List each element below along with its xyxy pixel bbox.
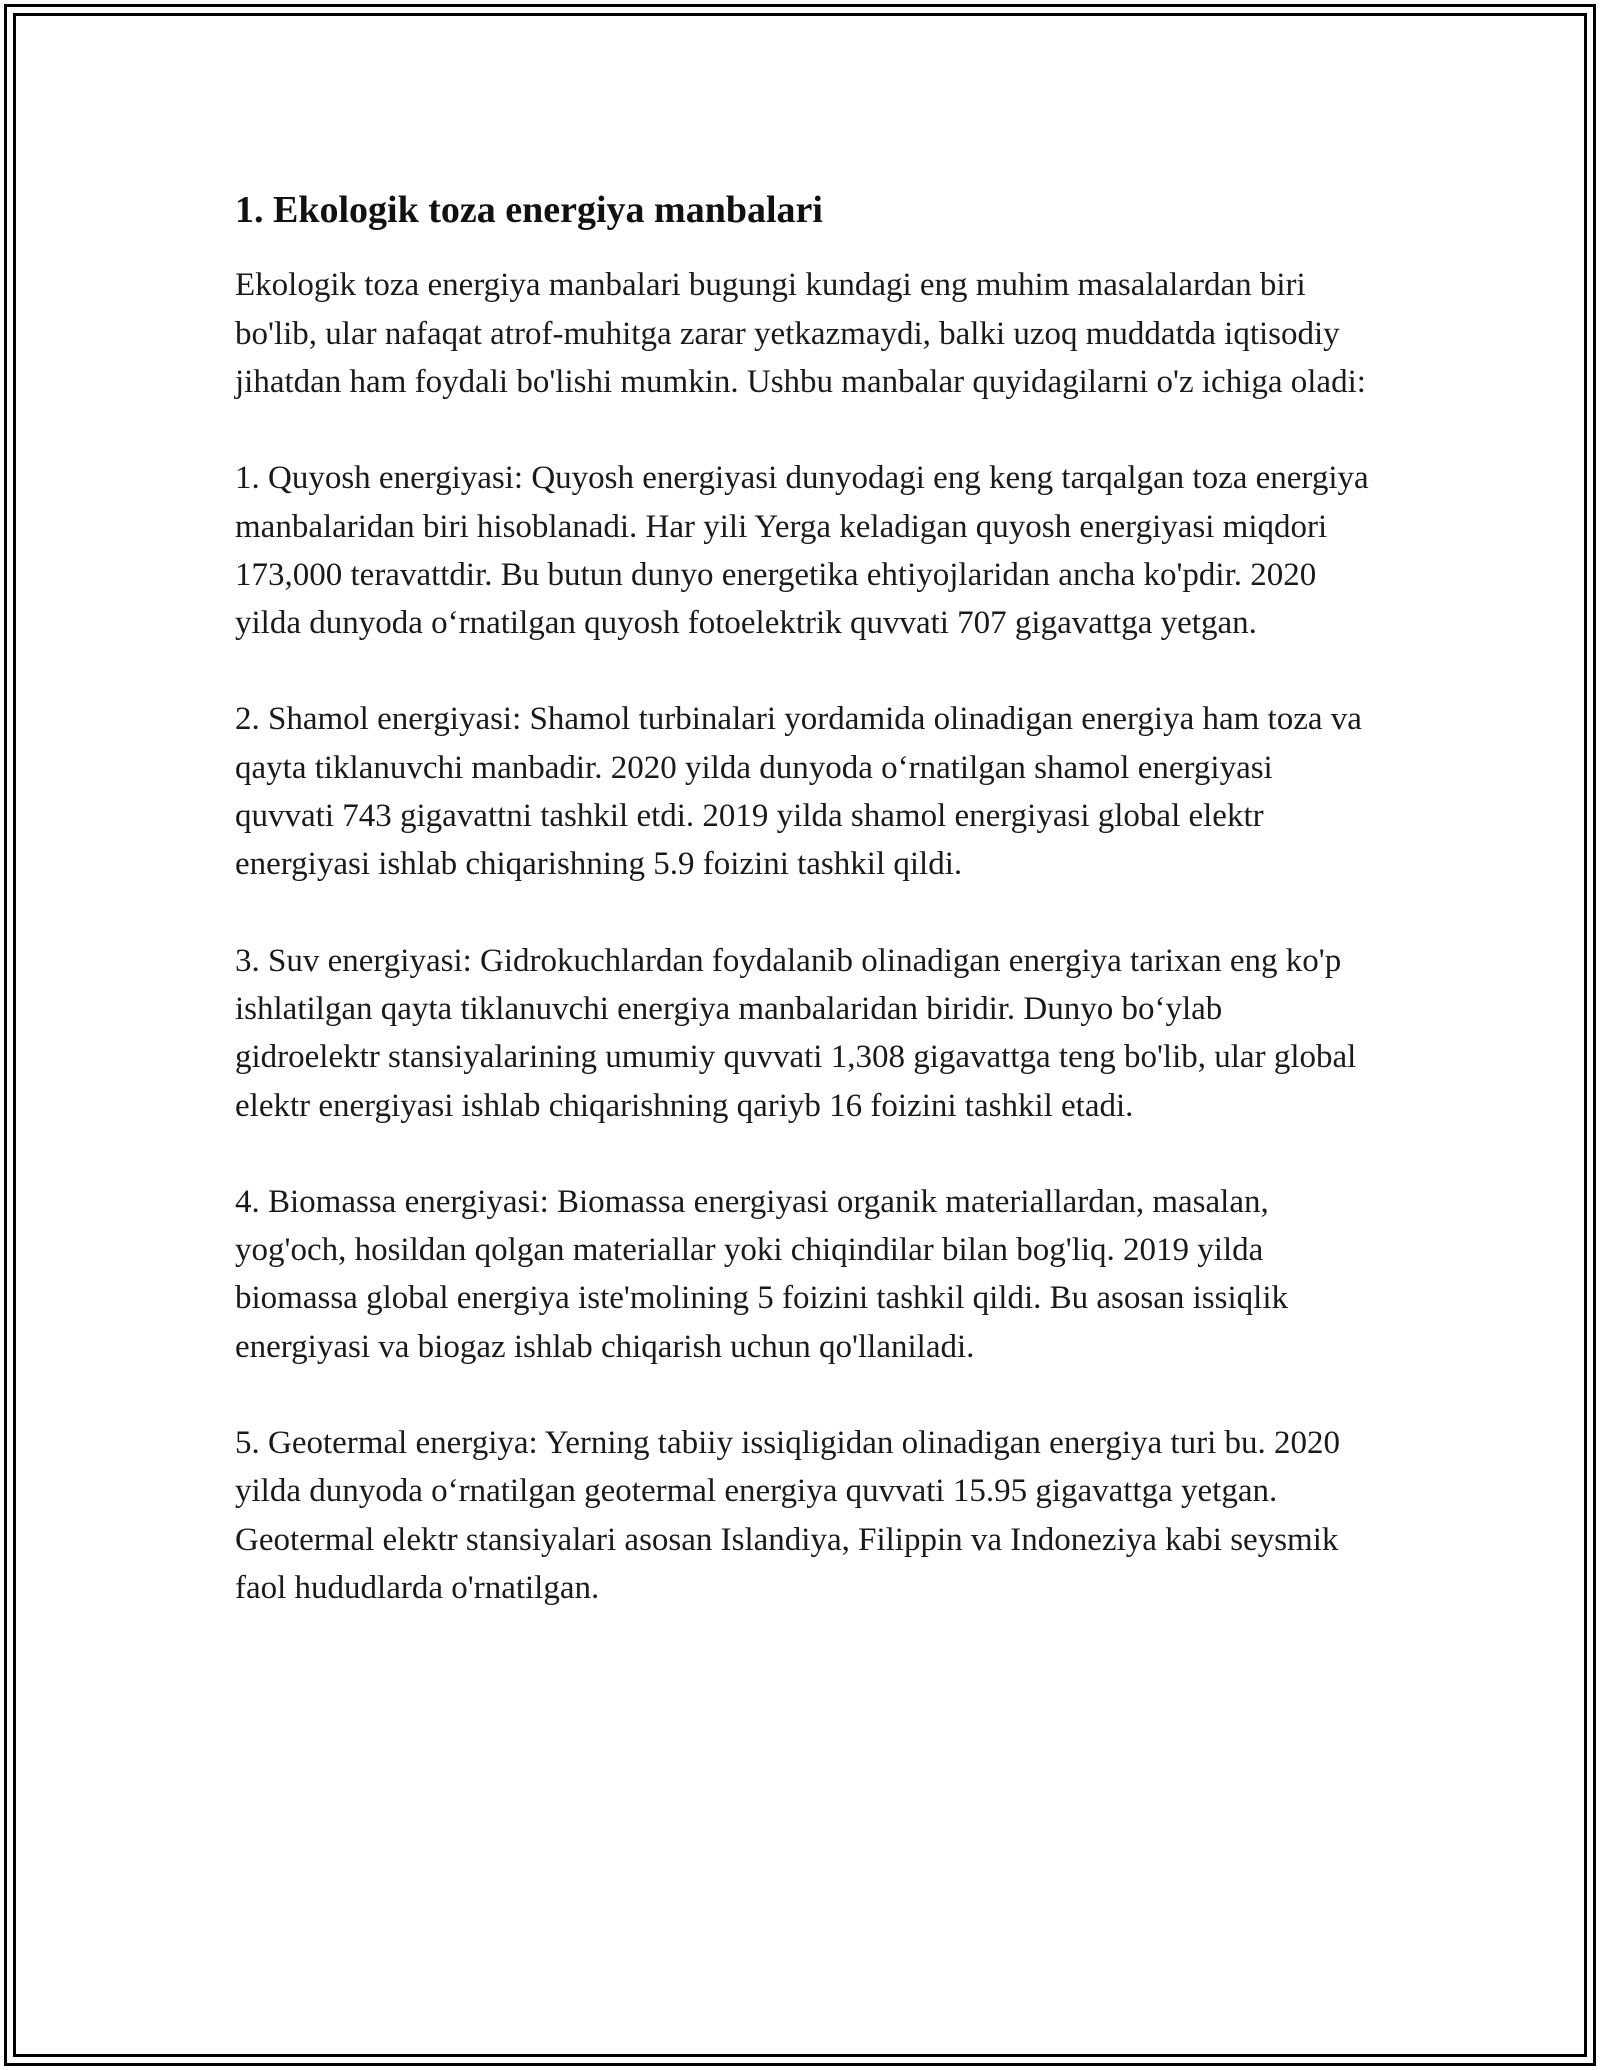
paragraph-wind-energy: 2. Shamol energiyasi: Shamol turbinalari yordamida olinadigan energiya ham toza va qayta tiklanuvchi manbadir. 2020 yilda dunyoda o‘rnatilgan shamol energiyasi quvvati 743 gigavattni tashkil etdi. 2019 yilda shamol energiyasi global elektr energiyasi ishlab chiqarishning 5.9 foizini tashkil qildi. [235, 701, 1362, 883]
paragraph-geothermal-energy: 5. Geotermal energiya: Yerning tabiiy issiqligidan olinadigan energiya turi bu. 2020 yilda dunyoda o‘rnatilgan geotermal energiya quvvati 15.95 gigavattga yetgan. Geotermal elektr stansiyalari asosan Islandiya, Filippin va Indoneziya kabi seysmik faol hududlarda o'rnatilgan. [235, 1425, 1341, 1606]
document-title: 1. Ekologik toza energiya manbalari [235, 189, 823, 231]
paragraph-intro: Ekologik toza energiya manbalari bugungi kundagi eng muhim masalalardan biri bo'lib, ular nafaqat atrof-muhitga zarar yetkazmaydi, balki uzoq muddatda iqtisodiy jihatdan ham foydali bo'lishi mumkin. Ushbu manbalar quyidagilarni o'z ichiga oladi: [235, 267, 1366, 400]
paragraph-solar-energy: 1. Quyosh energiyasi: Quyosh energiyasi dunyodagi eng keng tarqalgan toza energiya manbalaridan biri hisoblanadi. Har yili Yerga keladigan quyosh energiyasi miqdori 173,000 teravattdir. Bu butun dunyo energetika ehtiyojlaridan ancha ko'pdir. 2020 yilda dunyoda o‘rnatilgan quyosh fotoelektrik quvvati 707 gigavattga yetgan. [235, 460, 1369, 642]
document-body [235, 186, 1375, 1660]
paragraph-biomass-energy: 4. Biomassa energiyasi: Biomassa energiyasi organik materiallardan, masalan, yog'och, hosildan qolgan materiallar yoki chiqindilar bilan bog'liq. 2019 yilda biomassa global energiya iste'molining 5 foizini tashkil qildi. Bu asosan issiqlik energiyasi va biogaz ishlab chiqarish uchun qo'llaniladi. [235, 1183, 1288, 1365]
paragraph-hydro-energy: 3. Suv energiyasi: Gidrokuchlardan foydalanib olinadigan energiya tarixan eng ko'p ishlatilgan qayta tiklanuvchi energiya manbalaridan biridir. Dunyo bo‘ylab gidroelektr stansiyalarining umumiy quvvati 1,308 gigavattga teng bo'lib, ular global elektr energiyasi ishlab chiqarishning qariyb 16 foizini tashkil etadi. [235, 942, 1357, 1124]
